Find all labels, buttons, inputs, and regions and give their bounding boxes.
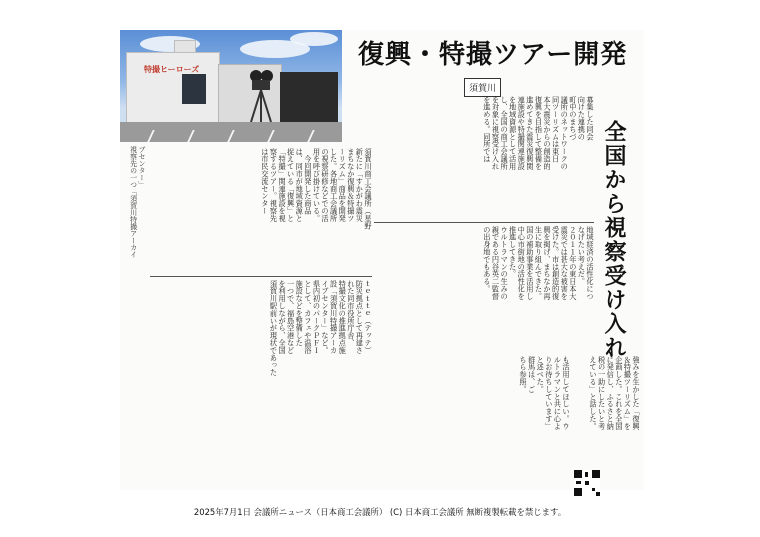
middle-text-block-lower <box>374 226 594 350</box>
region-tag: 須賀川 <box>464 78 501 97</box>
body-line: ウルトラマンの生みの <box>500 226 510 300</box>
body-line: 興を掲げ、まちなか再 <box>543 226 553 300</box>
body-line: を対象に視察受け入れ <box>491 96 501 170</box>
body-line: 設「須賀川特撮アーカ <box>329 280 339 354</box>
body-line: 国の補助事業を活用し <box>525 226 535 300</box>
body-line: も活用してほしい。ウ <box>562 356 571 430</box>
body-line: 税の一助にしたいと考 <box>597 356 607 430</box>
body-line: 「特撮」関連施設を視 <box>278 148 288 222</box>
body-line: 町中のまちづ <box>568 96 578 141</box>
column-divider <box>150 276 372 277</box>
middle-text-block-upper <box>374 96 594 218</box>
body-text-block-lower <box>150 280 372 404</box>
body-line: 議所のネットワークの <box>560 96 570 170</box>
body-line: として、カフェや温浴 <box>303 280 313 354</box>
body-line: ＆特撮ツーリズム」を <box>623 356 633 430</box>
body-line: えている」と話した。 <box>589 356 599 430</box>
body-line: ちら参照。 <box>519 356 529 393</box>
article-photo <box>120 30 342 142</box>
right-text-block <box>574 356 640 464</box>
body-line: 地域経済の活性化につ <box>586 226 595 300</box>
body-line: 須賀川商工会議所（星野 <box>364 148 373 230</box>
building-sign: 特撮ヒーローズ <box>144 65 200 74</box>
body-line: 今回開発した商品 <box>303 148 313 215</box>
body-line: れた同市役所庁舎、 <box>346 280 356 347</box>
body-line: 連施設や特撮関連施設 <box>517 96 527 170</box>
qr-code-icon[interactable] <box>574 470 600 496</box>
article-title: 復興・特撮ツアー開発 <box>358 40 628 70</box>
body-line: 中心市街地の活性化を <box>517 226 527 300</box>
body-line: 震災では甚大な被害を <box>560 226 570 300</box>
body-line: 本大震災からの創造的 <box>543 96 553 170</box>
photo-caption-line: ブセンター」 <box>138 146 146 188</box>
article-subtitle: 全国から視察受け入れ <box>601 120 626 360</box>
body-line: 親である円谷英二監督 <box>491 226 501 300</box>
body-line: は市民交流センター <box>260 148 270 215</box>
photo-caption-line: 視察先の一つ「須賀川特撮アーカイ <box>129 146 138 258</box>
body-line: イブセンター」など。 <box>321 280 331 354</box>
body-line: まちなか復興＆特撮ツ <box>346 148 356 222</box>
body-line: ｔｅｔｔｅ（テッテ） <box>364 280 373 354</box>
body-line: 企画した。これを全国 <box>614 356 624 430</box>
column-divider <box>374 222 594 223</box>
body-line: 新たに「すかがわ震災 <box>355 148 365 222</box>
footer-copyright: 2025年7月1日 会議所ニュース（日本商工会議所） (C) 日本商工会議所 無断複製転載を禁じます。 <box>193 507 567 517</box>
body-line: 特撮文化の推進拠点施 <box>338 280 348 354</box>
body-line: 同ツーリズムは東日 <box>551 96 561 163</box>
body-line: 生に取り組んできた。 <box>534 226 544 300</box>
body-line: 受けた。市は創造的復 <box>551 226 561 300</box>
body-line: ２０１１年の東日本大 <box>568 226 578 300</box>
body-line: なげたい考えだ。 <box>577 226 587 286</box>
body-line: の出身地でもある。 <box>482 226 492 293</box>
body-line: 一つで、福島空港など <box>286 280 296 354</box>
body-line: 須賀川駅前いが現状であった <box>269 280 279 377</box>
body-line: 募集した同会 <box>586 96 595 141</box>
body-line: は、同市が地域資源と <box>295 148 305 222</box>
body-line: を進める。同所では <box>482 96 492 163</box>
body-line: 復興を目指して整備を <box>534 96 544 170</box>
body-line: 強みを生かした「復興 <box>632 356 641 430</box>
body-line: の視察研修などでの活 <box>321 148 331 222</box>
body-line: 捉えている「復興」と <box>286 148 296 222</box>
body-line: 県内初のパークＰＦＩ <box>312 280 322 354</box>
body-line: 察するツアー。視察先 <box>269 148 279 222</box>
body-line: し、全国の商工会議所 <box>500 96 510 170</box>
photo-caption <box>120 146 146 258</box>
body-line: 用を呼び掛けている。 <box>312 148 322 222</box>
body-line: 推進してきた。 <box>508 226 518 278</box>
body-line: 施設などを整備した <box>295 280 305 347</box>
body-line: 進めてきた震災復興関 <box>525 96 535 170</box>
body-line: 群馬は、ご <box>527 356 537 393</box>
body-line: を地域資源として活用 <box>508 96 518 170</box>
body-text-block <box>150 148 372 272</box>
body-line: した。各地商工会議所 <box>329 148 339 222</box>
camera-monument-icon <box>248 68 274 122</box>
newspaper-clipping <box>120 30 643 490</box>
body-line: 向けた連携の <box>577 96 587 141</box>
right-text-block-2 <box>490 356 570 464</box>
body-line: を利用しながら、全国 <box>278 280 288 354</box>
body-line: 防災拠点として再建さ <box>355 280 365 354</box>
body-line: と述べた。 <box>536 356 546 393</box>
body-line: りお待ちしています」 <box>544 356 554 430</box>
body-line: に発信し、ふるさと納 <box>606 356 616 430</box>
body-line: ーリズム」商品を開発 <box>338 148 348 222</box>
body-line: ルトラマンと共に心よ <box>553 356 563 430</box>
